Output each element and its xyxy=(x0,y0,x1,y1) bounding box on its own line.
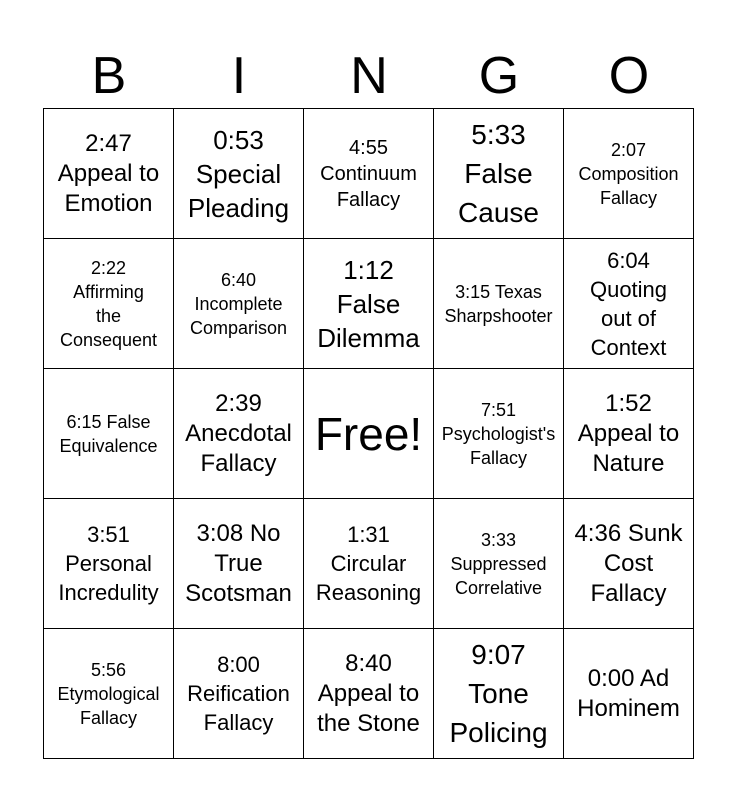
cell-text: 2:39 Anecdotal Fallacy xyxy=(185,389,292,477)
cell-text: 2:07 Composition Fallacy xyxy=(578,139,679,208)
bingo-cell[interactable] xyxy=(564,369,694,499)
cell-text: 8:40 Appeal to the Stone xyxy=(317,649,420,737)
bingo-board xyxy=(43,108,694,759)
bingo-cell[interactable] xyxy=(434,109,564,239)
bingo-cell[interactable] xyxy=(44,109,174,239)
bingo-cell[interactable] xyxy=(434,629,564,759)
cell-text: 6:04 Quoting out of Context xyxy=(589,247,668,360)
bingo-cell[interactable] xyxy=(564,109,694,239)
header-letter-b: B xyxy=(91,47,127,105)
cell-text: 1:12 False Dilemma xyxy=(317,254,420,353)
cell-text: 0:53 Special Pleading xyxy=(187,124,290,223)
bingo-cell[interactable] xyxy=(434,499,564,629)
header-letter-i: I xyxy=(231,47,247,105)
bingo-cell[interactable] xyxy=(564,629,694,759)
cell-text: 3:15 Texas Sharpshooter xyxy=(444,281,553,326)
cell-text: 2:22 Affirming the Consequent xyxy=(59,257,158,350)
bingo-cell[interactable] xyxy=(434,239,564,369)
header-letter-n: N xyxy=(350,47,388,105)
bingo-cell[interactable] xyxy=(564,239,694,369)
cell-text: 3:33 Suppressed Correlative xyxy=(450,529,547,598)
cell-text: 4:36 Sunk Cost Fallacy xyxy=(574,519,683,607)
bingo-cell[interactable] xyxy=(304,499,434,629)
bingo-header xyxy=(44,46,694,106)
bingo-cell[interactable] xyxy=(44,369,174,499)
cell-text: 3:51 Personal Incredulity xyxy=(58,522,159,605)
header-letter-g: G xyxy=(478,47,520,105)
bingo-cell[interactable] xyxy=(174,239,304,369)
cell-text: 3:08 No True Scotsman xyxy=(185,519,292,607)
bingo-cell[interactable] xyxy=(304,629,434,759)
header-letter-o: O xyxy=(608,47,650,105)
cell-text: 6:15 False Equivalence xyxy=(59,411,158,456)
bingo-cell[interactable] xyxy=(304,239,434,369)
cell-text: 5:56 Etymological Fallacy xyxy=(57,659,160,728)
bingo-cell[interactable] xyxy=(174,369,304,499)
bingo-cell[interactable] xyxy=(44,239,174,369)
bingo-cell[interactable] xyxy=(44,629,174,759)
cell-text: 0:00 Ad Hominem xyxy=(577,664,680,722)
cell-text: 8:00 Reification Fallacy xyxy=(187,652,290,735)
bingo-cell[interactable] xyxy=(44,499,174,629)
bingo-cell[interactable] xyxy=(174,109,304,239)
cell-text: 4:55 Continuum Fallacy xyxy=(320,136,417,211)
bingo-cell[interactable] xyxy=(564,499,694,629)
free-space-text: Free! xyxy=(314,407,423,460)
bingo-cell[interactable] xyxy=(304,109,434,239)
cell-text: 9:07 Tone Policing xyxy=(449,639,548,748)
bingo-cell[interactable] xyxy=(174,629,304,759)
bingo-cell[interactable] xyxy=(434,369,564,499)
cell-text: 2:47 Appeal to Emotion xyxy=(57,129,160,217)
cell-text: 6:40 Incomplete Comparison xyxy=(189,269,288,338)
cell-text: 1:52 Appeal to Nature xyxy=(577,389,680,477)
bingo-cell[interactable] xyxy=(174,499,304,629)
cell-text: 5:33 False Cause xyxy=(458,119,539,228)
bingo-cell-free[interactable] xyxy=(304,369,434,499)
cell-text: 1:31 Circular Reasoning xyxy=(315,522,422,605)
cell-text: 7:51 Psychologist's Fallacy xyxy=(441,399,556,468)
